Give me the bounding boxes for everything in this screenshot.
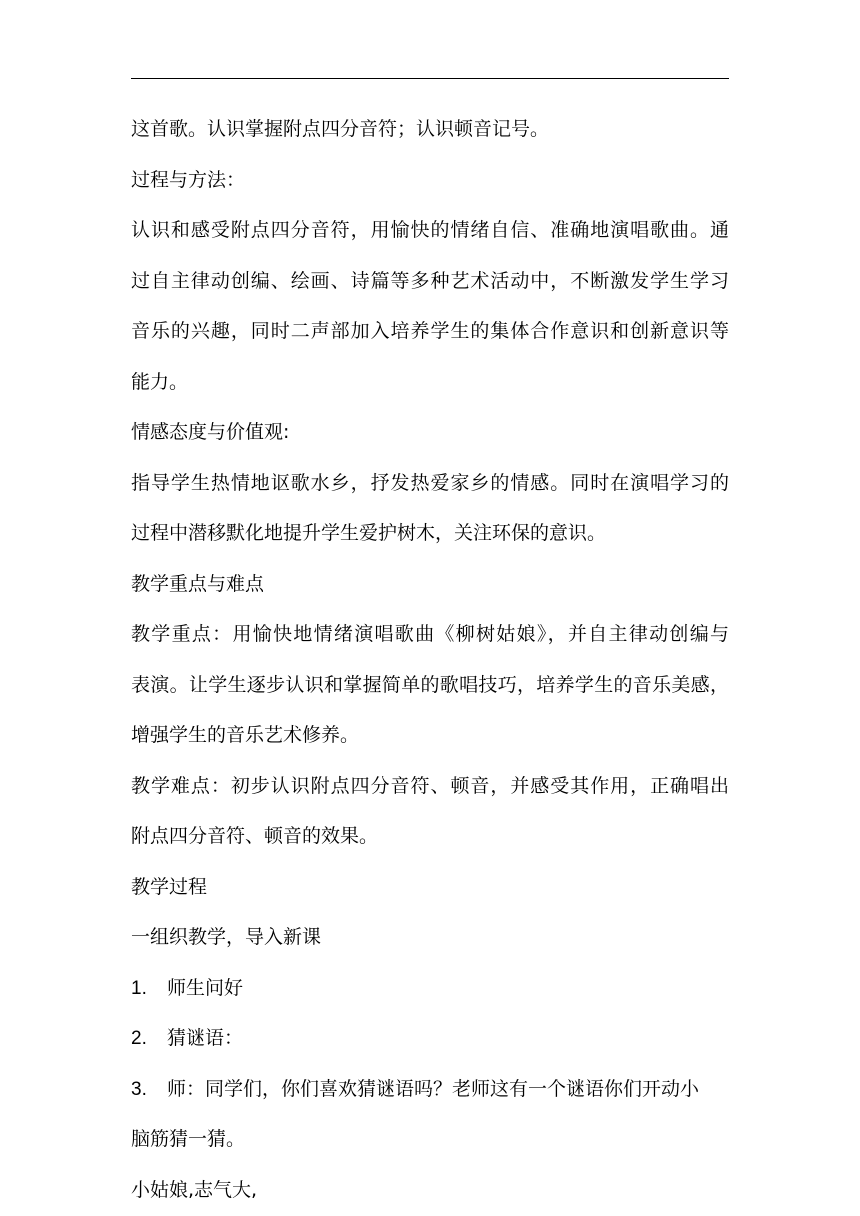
list-item-number: 3. bbox=[131, 1078, 147, 1100]
list-item bbox=[131, 963, 731, 1014]
text-line-1: 这首歌。认识掌握附点四分音符；认识顿音记号。 bbox=[131, 118, 550, 140]
section-heading-process-method: 过程与方法： bbox=[131, 168, 246, 191]
text-line-6: 能力。 bbox=[131, 370, 189, 393]
text-line-continuation: 脑筋猜一猜。 bbox=[131, 1128, 246, 1150]
section-heading-organize-teaching: 一组织教学，导入新课 bbox=[131, 926, 322, 948]
list-item bbox=[131, 1064, 731, 1115]
list-item-text: 师：同学们，你们喜欢猜谜语吗？老师这有一个谜语你们开动小 bbox=[167, 1077, 700, 1100]
text-line-12: 表演。让学生逐步认识和掌握简单的歌唱技巧，培养学生的音乐美感， bbox=[131, 673, 729, 696]
text-line-9: 过程中潜移默化地提升学生爱护树木，关注环保的意识。 bbox=[131, 522, 607, 544]
text-line-15: 附点四分音符、顿音的效果。 bbox=[131, 825, 379, 847]
text-line-3: 认识和感受附点四分音符，用愉快的情绪自信、准确地演唱歌曲。通 bbox=[131, 219, 729, 241]
text-line-14: 教学难点：初步认识附点四分音符、顿音，并感受其作用，正确唱出 bbox=[131, 774, 729, 797]
list-item-text: 猜谜语： bbox=[167, 1027, 244, 1049]
text-line-5: 音乐的兴趣，同时二声部加入培养学生的集体合作意识和创新意识等 bbox=[131, 320, 729, 342]
list-item bbox=[131, 1013, 731, 1064]
text-line-4: 过自主律动创编、绘画、诗篇等多种艺术活动中，不断激发学生学习 bbox=[131, 269, 729, 292]
text-line-13: 增强学生的音乐艺术修养。 bbox=[131, 724, 360, 746]
header-rule bbox=[131, 78, 729, 79]
section-heading-teaching-process: 教学过程 bbox=[131, 875, 208, 898]
list-item-number: 2. bbox=[131, 1028, 147, 1049]
text-line-11: 教学重点：用愉快地情绪演唱歌曲《柳树姑娘》，并自主律动创编与 bbox=[131, 623, 729, 645]
list-item-number: 1. bbox=[131, 977, 147, 999]
document-body bbox=[131, 104, 731, 1215]
text-line-riddle: 小姑娘,志气大, bbox=[131, 1178, 258, 1201]
list-item-text: 师生问好 bbox=[167, 976, 244, 999]
text-line-8: 指导学生热情地讴歌水乡，抒发热爱家乡的情感。同时在演唱学习的 bbox=[131, 471, 729, 494]
section-heading-key-points: 教学重点与难点 bbox=[131, 572, 265, 595]
section-heading-emotion-values: 情感态度与价值观: bbox=[131, 421, 290, 443]
